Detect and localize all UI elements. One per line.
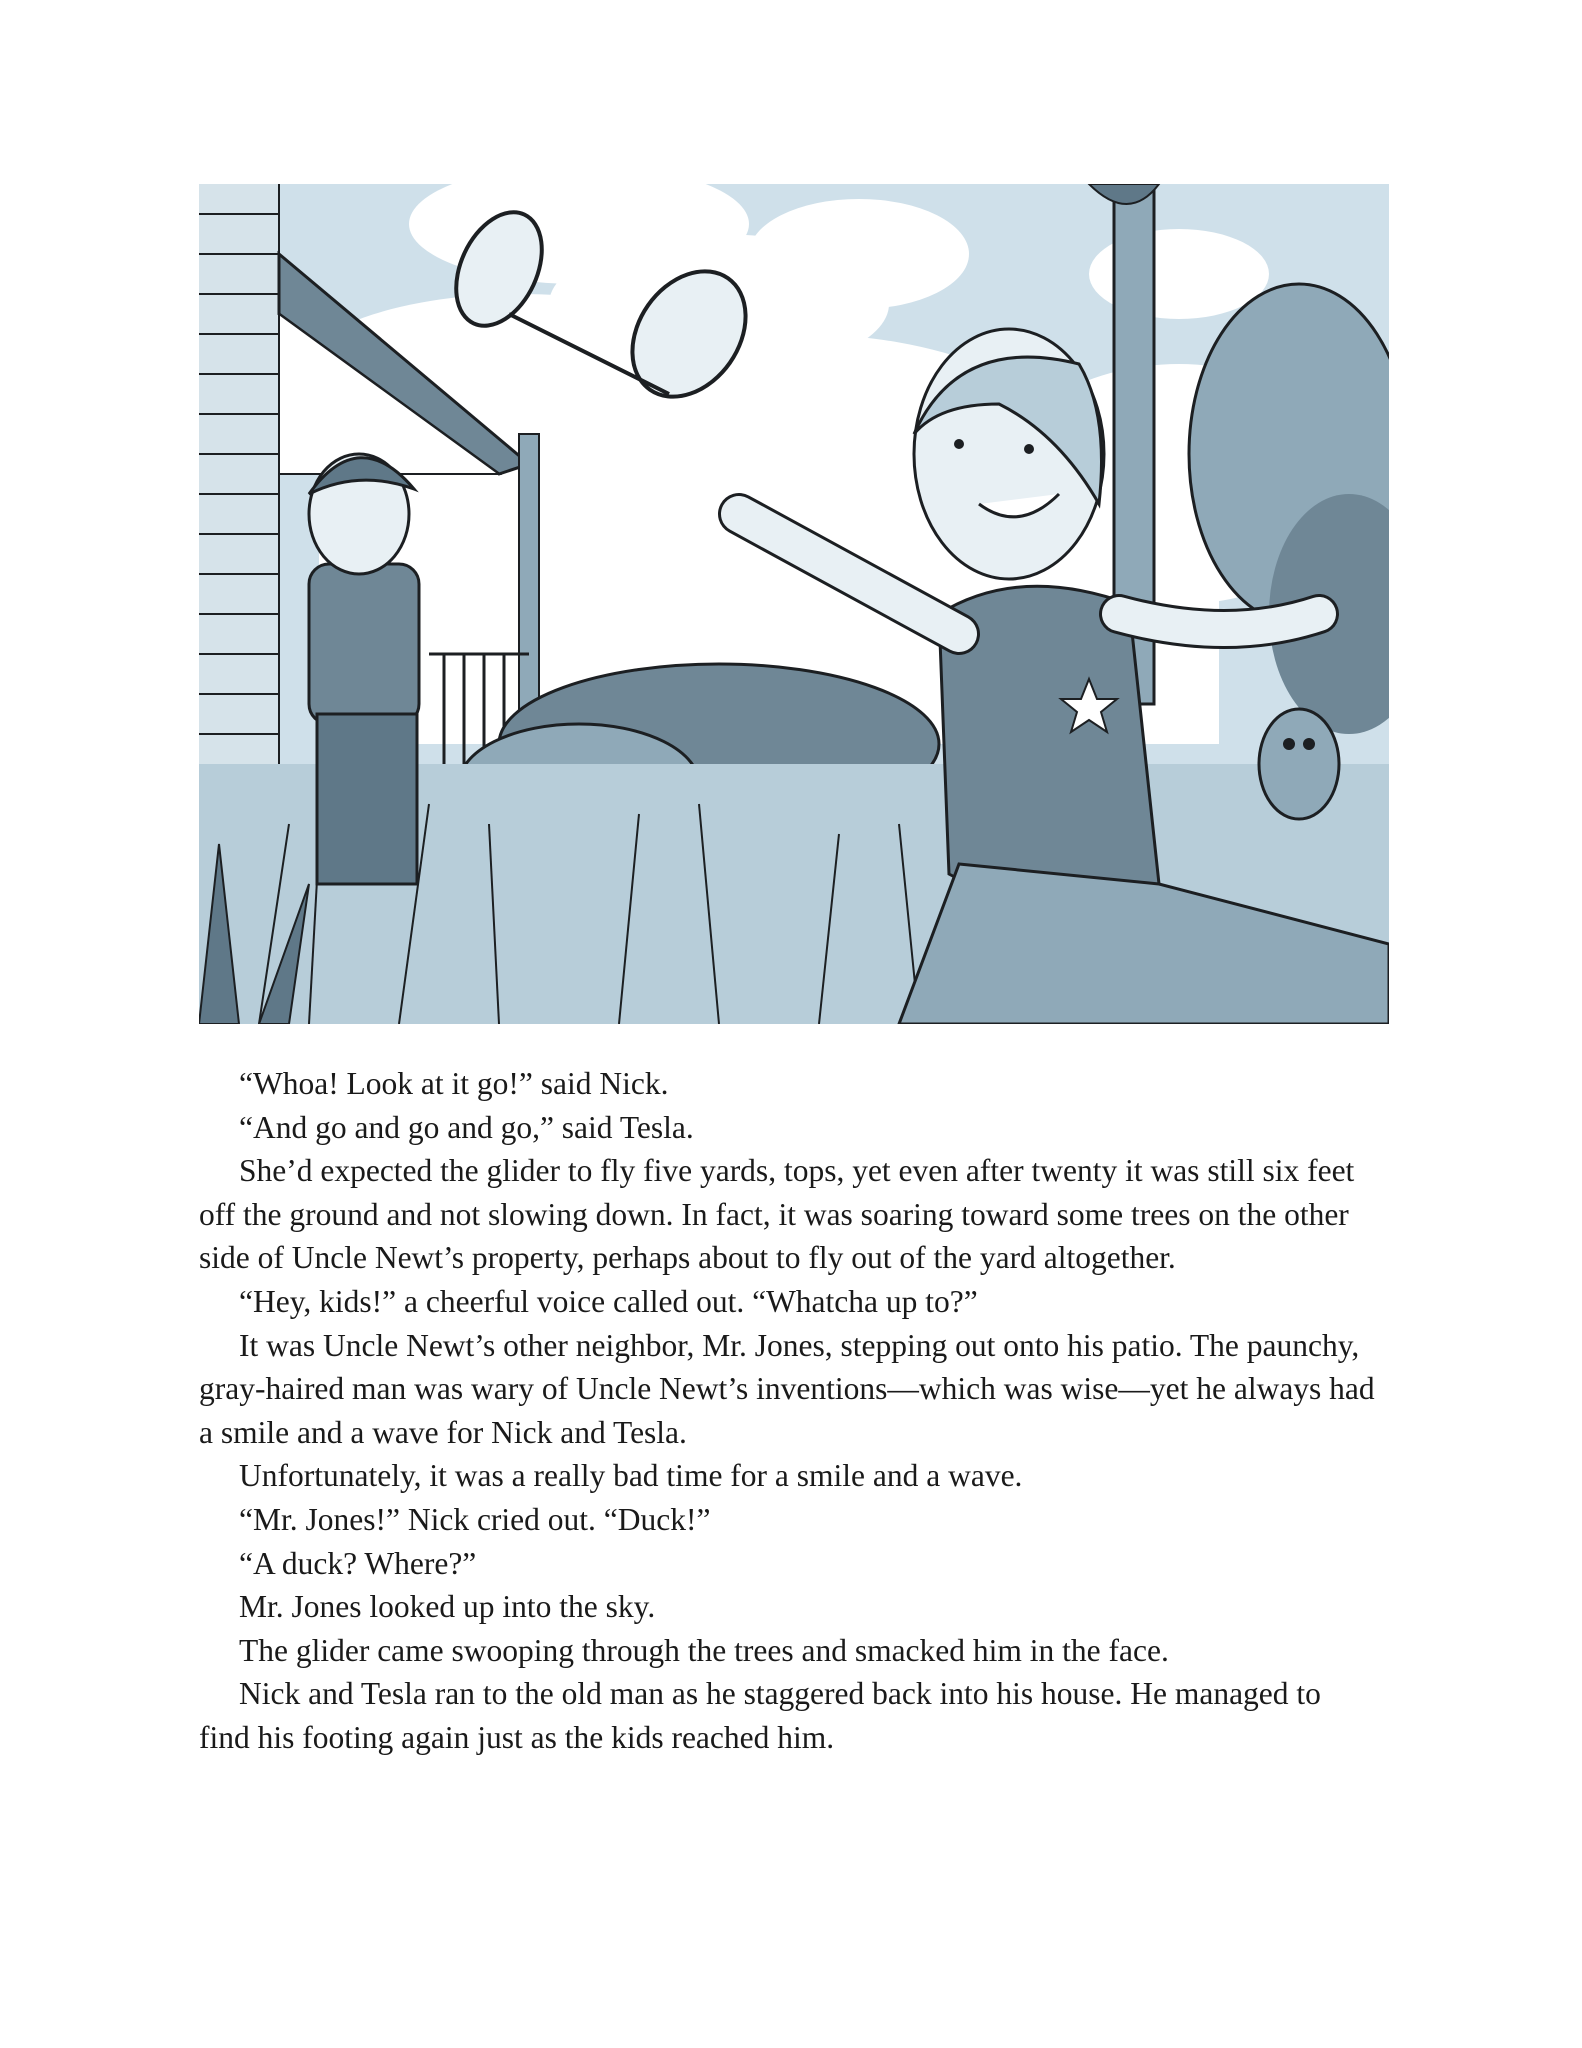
paragraph: The glider came swooping through the trees and smacked him in the face. <box>239 1632 1169 1668</box>
paragraph: Unfortunately, it was a really bad time for a smile and a wave. <box>239 1458 1023 1494</box>
small-rodent <box>1259 709 1339 819</box>
paragraph: “Hey, kids!” a cheerful voice called out. “Whatcha up to?” <box>239 1283 978 1319</box>
paragraph: “A duck? Where?” <box>239 1545 477 1581</box>
story-text <box>199 1062 1375 1760</box>
paragraph: “Whoa! Look at it go!” said Nick. <box>239 1066 669 1101</box>
paragraph: She’d expected the glider to fly five yards, tops, yet even after twenty it was still six feet off the ground and not slowing down. In fact, it was soaring toward some trees on the other side of Uncle Newt’s property, perhaps about to fly out of the yard altogether. <box>199 1153 1355 1276</box>
paragraph: “And go and go and go,” said Tesla. <box>239 1109 694 1145</box>
paragraph: “Mr. Jones!” Nick cried out. “Duck!” <box>239 1501 711 1537</box>
woman-watching <box>309 454 419 884</box>
story-illustration <box>199 184 1389 1024</box>
paragraph: Nick and Tesla ran to the old man as he staggered back into his house. He managed to find his footing again just as the kids reached him. <box>199 1676 1321 1755</box>
paragraph: Mr. Jones looked up into the sky. <box>239 1589 656 1625</box>
illustration-drawing <box>199 184 1389 1024</box>
paragraph: It was Uncle Newt’s other neighbor, Mr. Jones, stepping out onto his patio. The paunchy, gray-haired man was wary of Uncle Newt’s inventions—which was wise—yet he always had a smile and a wave for Nick and Tesla. <box>199 1327 1375 1450</box>
